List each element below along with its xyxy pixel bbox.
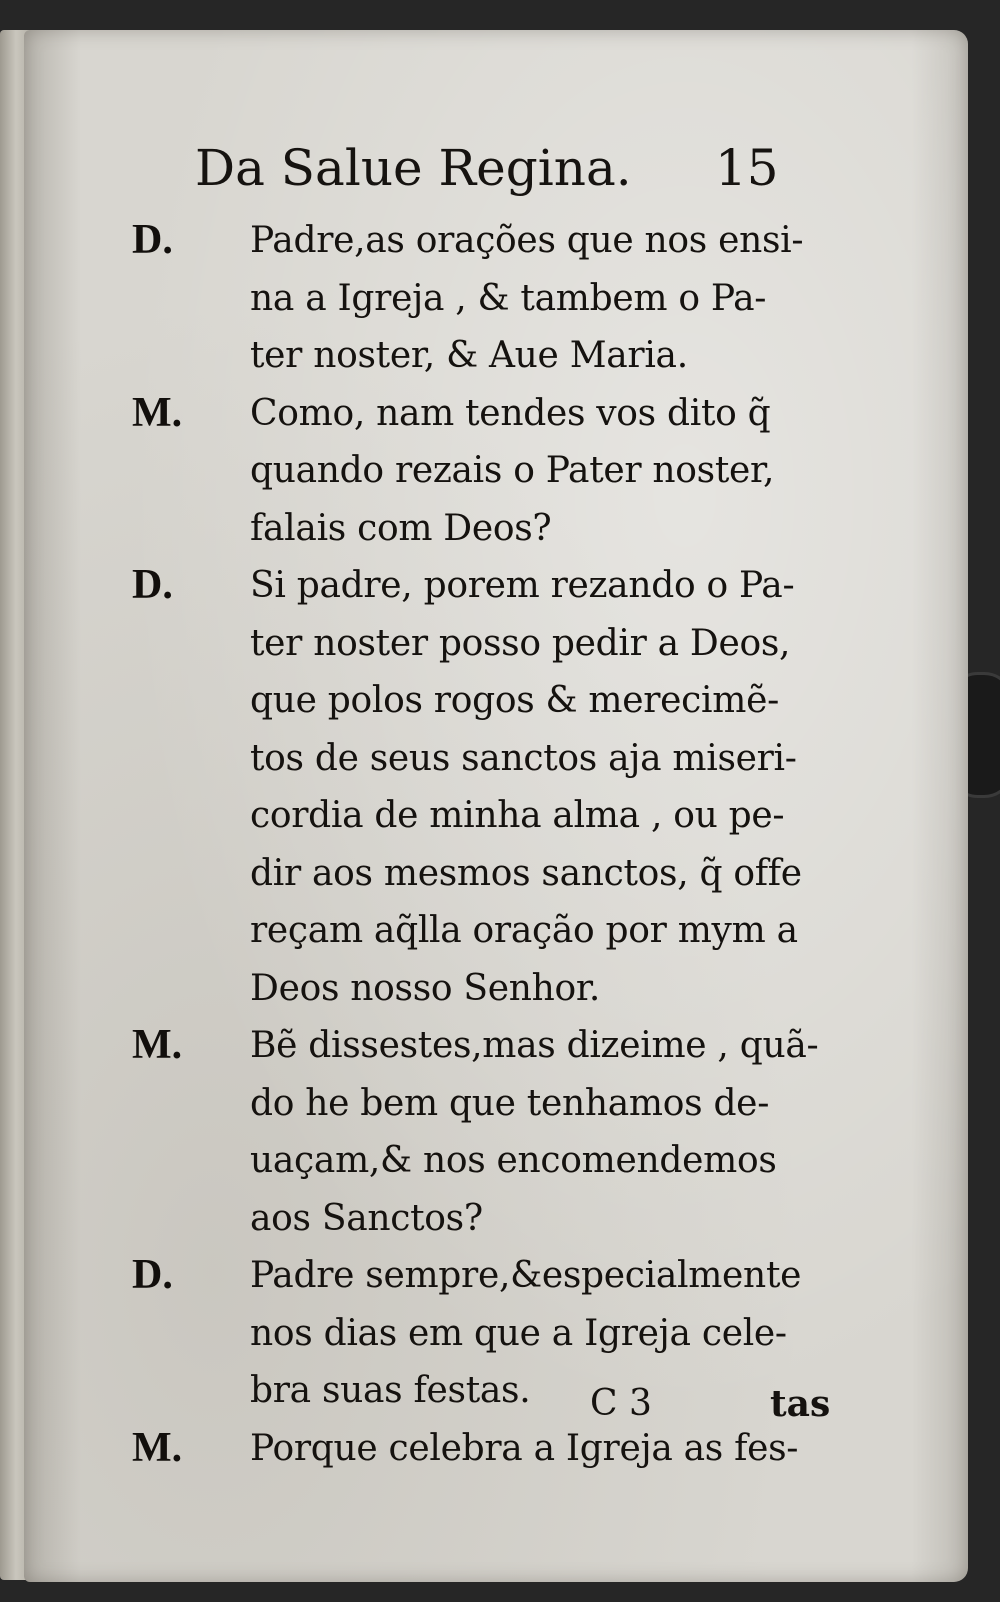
text-line: quando rezais o Pater noster, [250,450,775,491]
text-line: Padre,as orações que nos ensi- [250,220,804,261]
catchword: tas [770,1383,831,1425]
text-line: Deos nosso Senhor. [250,967,600,1009]
text-line: dir aos mesmos sanctos, q̃ offe [250,852,802,894]
text-line: que polos rogos & merecimẽ- [250,680,779,721]
dialogue-entry [120,212,860,385]
text-line: ter noster posso pedir a Deos, [250,622,791,664]
speaker-label: D. [132,562,173,608]
text-line: ter noster, & Aue Maria. [250,335,688,376]
text-line: Si padre, porem rezando o Pa- [250,565,795,606]
dialogue-entry [120,557,860,1017]
entry-text [250,212,860,385]
text-line: falais com Deos? [250,507,552,549]
text-line: Padre sempre,&especialmente [250,1255,802,1296]
signature-mark: C 3 [590,1383,652,1424]
dialogue-entry [120,385,860,558]
running-head [195,128,815,208]
text-line: cordia de minha alma , ou pe- [250,795,785,836]
speaker-label: D. [132,1252,173,1298]
dialogue [120,212,860,1477]
text-line: tos de seus sanctos aja miseri- [250,737,797,779]
entry-text [250,557,860,1017]
dialogue-entry [120,1017,860,1247]
text-line: na a Igreja , & tambem o Pa- [250,277,767,319]
speaker-label: D. [132,217,173,263]
speaker-label: M. [132,1022,183,1068]
text-line: Porque celebra a Igreja as fes- [250,1427,799,1469]
text-line: reçam aq̃lla oração por mym a [250,910,798,951]
entry-text [250,385,860,558]
running-head-title: Da Salue Regina. [195,139,632,197]
text-line: Como, nam tendes vos dito q̃ [250,392,771,434]
entry-text [250,1017,860,1247]
text-line: do he bem que tenhamos de- [250,1082,770,1124]
speaker-label: M. [132,1424,183,1471]
text-line: aos Sanctos? [250,1197,483,1239]
page-footer [120,1375,860,1433]
speaker-label: M. [132,389,183,436]
text-line: nos dias em que a Igreja cele- [250,1312,787,1354]
text-line: Bẽ dissestes,mas dizeime , quã- [250,1025,819,1066]
text-line: bra suas festas. [250,1370,531,1411]
page-number: 15 [715,139,779,197]
text-line: uaçam,& nos encomendemos [250,1140,777,1181]
